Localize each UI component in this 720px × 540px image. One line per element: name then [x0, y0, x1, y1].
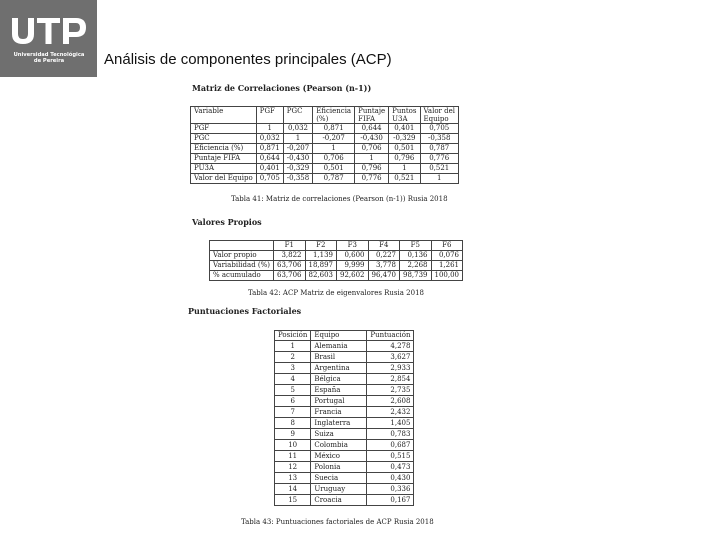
table-cell: 100,00 — [431, 271, 463, 281]
table-cell: 1 — [256, 124, 283, 134]
team-cell: Brasil — [311, 352, 367, 363]
score-cell: 3,627 — [367, 352, 414, 363]
table-cell: -0,358 — [420, 134, 458, 144]
table-cell: 0,644 — [355, 124, 389, 134]
score-cell: 0,783 — [367, 429, 414, 440]
team-cell: Alemania — [311, 341, 367, 352]
table-row — [191, 124, 459, 134]
table-row — [275, 418, 414, 429]
score-cell: 2,432 — [367, 407, 414, 418]
correlation-header-row — [191, 107, 459, 124]
table-cell: -0,430 — [355, 134, 389, 144]
table-row — [275, 363, 414, 374]
table-row — [275, 440, 414, 451]
table-cell: 0,871 — [313, 124, 355, 134]
table-cell: 1,139 — [305, 251, 337, 261]
scores-header-cell: Equipo — [311, 331, 367, 341]
table-row — [275, 473, 414, 484]
team-cell: Bélgica — [311, 374, 367, 385]
table-cell: 0,501 — [313, 164, 355, 174]
row-label: % acumulado — [210, 271, 274, 281]
row-label: Valor propio — [210, 251, 274, 261]
table-cell: 1,261 — [431, 261, 463, 271]
eigen-body — [210, 251, 463, 281]
table-cell: -0,207 — [313, 134, 355, 144]
table-cell: 82,603 — [305, 271, 337, 281]
team-cell: Suiza — [311, 429, 367, 440]
eigen-header-cell: F2 — [305, 241, 337, 251]
table-cell: 1 — [355, 154, 389, 164]
table-row — [275, 429, 414, 440]
position-cell: 11 — [275, 451, 311, 462]
table-row — [191, 134, 459, 144]
table-row — [275, 352, 414, 363]
table-cell: 0,787 — [313, 174, 355, 184]
correlation-header-line: Valor del — [423, 107, 455, 115]
eigen-header-cell: F5 — [400, 241, 432, 251]
row-label: PGF — [191, 124, 257, 134]
row-label: Eficiencia (%) — [191, 144, 257, 154]
table-row — [275, 407, 414, 418]
score-cell: 2,608 — [367, 396, 414, 407]
team-cell: Colombia — [311, 440, 367, 451]
score-cell: 0,167 — [367, 495, 414, 506]
table-cell: -0,207 — [283, 144, 312, 154]
table-row — [275, 462, 414, 473]
utp-logo-mark — [10, 14, 88, 48]
position-cell: 14 — [275, 484, 311, 495]
logo-subtitle — [6, 52, 92, 64]
table-row — [275, 385, 414, 396]
score-cell: 0,515 — [367, 451, 414, 462]
utp-logo — [0, 0, 97, 77]
table-cell: 0,521 — [420, 164, 458, 174]
table-cell: 1 — [313, 144, 355, 154]
team-cell: Francia — [311, 407, 367, 418]
table-row — [191, 164, 459, 174]
position-cell: 9 — [275, 429, 311, 440]
score-cell: 0,336 — [367, 484, 414, 495]
score-cell: 4,278 — [367, 341, 414, 352]
correlation-header-line: FIFA — [358, 115, 376, 123]
position-cell: 5 — [275, 385, 311, 396]
table-cell: 0,705 — [420, 124, 458, 134]
team-cell: España — [311, 385, 367, 396]
table-cell: 0,705 — [256, 174, 283, 184]
eigen-header-cell: F4 — [368, 241, 400, 251]
table-cell: 0,076 — [431, 251, 463, 261]
table-cell: 0,032 — [283, 124, 312, 134]
table-cell: 92,602 — [337, 271, 369, 281]
correlation-header-line: Equipo — [423, 115, 449, 123]
table-cell: 3,778 — [368, 261, 400, 271]
eigen-header-cell: F6 — [431, 241, 463, 251]
score-cell: 1,405 — [367, 418, 414, 429]
table-cell: 2,268 — [400, 261, 432, 271]
factor-scores-table — [274, 330, 414, 506]
correlation-header-line: PGF — [259, 107, 275, 115]
team-cell: Inglaterra — [311, 418, 367, 429]
correlation-header-line: U3A — [392, 115, 408, 123]
position-cell: 15 — [275, 495, 311, 506]
table-cell: 0,644 — [256, 154, 283, 164]
table-cell: 0,501 — [389, 144, 420, 154]
table-row — [275, 495, 414, 506]
position-cell: 13 — [275, 473, 311, 484]
correlation-header-cell — [256, 107, 283, 124]
eigen-header-cell: F3 — [337, 241, 369, 251]
correlation-header-line: PGC — [286, 107, 303, 115]
table-cell: 0,401 — [389, 124, 420, 134]
score-cell: 0,687 — [367, 440, 414, 451]
eigen-header-row — [210, 241, 463, 251]
table-cell: 0,521 — [389, 174, 420, 184]
position-cell: 10 — [275, 440, 311, 451]
team-cell: Portugal — [311, 396, 367, 407]
table-cell: 9,999 — [337, 261, 369, 271]
table-row — [191, 144, 459, 154]
correlation-header-line: Eficiencia — [316, 107, 352, 115]
scores-body — [275, 341, 414, 506]
correlation-matrix-table — [190, 106, 459, 184]
table-row — [210, 261, 463, 271]
table-row — [275, 396, 414, 407]
table-cell: 1 — [420, 174, 458, 184]
table-row — [275, 341, 414, 352]
slide-title: Análisis de componentes principales (ACP) — [104, 51, 392, 68]
score-cell: 2,735 — [367, 385, 414, 396]
position-cell: 8 — [275, 418, 311, 429]
table-cell: 0,401 — [256, 164, 283, 174]
row-label: PU3A — [191, 164, 257, 174]
team-cell: México — [311, 451, 367, 462]
table-cell: 3,822 — [274, 251, 306, 261]
table-cell: 1 — [283, 134, 312, 144]
row-label: Variabilidad (%) — [210, 261, 274, 271]
score-cell: 2,854 — [367, 374, 414, 385]
logo-line-1: Universidad Tecnológica — [13, 52, 85, 58]
team-cell: Croacia — [311, 495, 367, 506]
table-row — [275, 451, 414, 462]
position-cell: 12 — [275, 462, 311, 473]
scores-header-row — [275, 331, 414, 341]
table-cell: -0,329 — [283, 164, 312, 174]
position-cell: 1 — [275, 341, 311, 352]
table-cell: 0,706 — [355, 144, 389, 154]
table-cell: 1 — [389, 164, 420, 174]
correlation-header-line: (%) — [316, 115, 329, 123]
team-cell: Polonia — [311, 462, 367, 473]
eigenvalues-table — [209, 240, 463, 281]
table-row — [210, 251, 463, 261]
correlation-header-cell — [389, 107, 420, 124]
correlation-header-cell — [191, 107, 257, 124]
table-cell: 0,600 — [337, 251, 369, 261]
correlations-title: Matriz de Correlaciones (Pearson (n-1)) — [192, 83, 372, 93]
eigen-header-cell — [210, 241, 274, 251]
scores-header-cell: Posición — [275, 331, 311, 341]
position-cell: 7 — [275, 407, 311, 418]
position-cell: 2 — [275, 352, 311, 363]
team-cell: Suecia — [311, 473, 367, 484]
table-cell: -0,430 — [283, 154, 312, 164]
table-row — [210, 271, 463, 281]
correlation-header-line: Puntaje — [358, 107, 386, 115]
logo-line-2: de Pereira — [33, 58, 65, 64]
table-cell: 0,136 — [400, 251, 432, 261]
table-cell: 0,776 — [420, 154, 458, 164]
score-cell: 0,430 — [367, 473, 414, 484]
table-cell: 0,796 — [355, 164, 389, 174]
correlations-caption: Tabla 41: Matriz de correlaciones (Pearson (n-1)) Rusia 2018 — [231, 195, 448, 203]
correlation-body — [191, 124, 459, 184]
table-cell: 96,470 — [368, 271, 400, 281]
correlation-header-line: Variable — [194, 107, 224, 115]
table-cell: 0,776 — [355, 174, 389, 184]
row-label: Puntaje FIFA — [191, 154, 257, 164]
table-row — [275, 374, 414, 385]
table-cell: 0,032 — [256, 134, 283, 144]
score-cell: 2,933 — [367, 363, 414, 374]
table-cell: 0,871 — [256, 144, 283, 154]
row-label: PGC — [191, 134, 257, 144]
correlation-header-cell — [313, 107, 355, 124]
team-cell: Uruguay — [311, 484, 367, 495]
score-cell: 0,473 — [367, 462, 414, 473]
position-cell: 3 — [275, 363, 311, 374]
team-cell: Argentina — [311, 363, 367, 374]
eigen-header-cell: F1 — [274, 241, 306, 251]
scores-title: Puntuaciones Factoriales — [188, 306, 302, 316]
table-cell: 0,787 — [420, 144, 458, 154]
table-row — [191, 154, 459, 164]
correlation-header-cell — [283, 107, 312, 124]
position-cell: 4 — [275, 374, 311, 385]
table-row — [275, 484, 414, 495]
table-cell: -0,329 — [389, 134, 420, 144]
table-cell: 98,739 — [400, 271, 432, 281]
correlation-header-cell — [355, 107, 389, 124]
table-cell: 63,706 — [274, 261, 306, 271]
table-cell: 0,227 — [368, 251, 400, 261]
table-cell: 0,796 — [389, 154, 420, 164]
correlation-header-line: Puntos — [392, 107, 417, 115]
eigen-caption: Tabla 42: ACP Matriz de eigenvalores Rusia 2018 — [248, 289, 424, 297]
scores-header-cell: Puntuación — [367, 331, 414, 341]
row-label: Valor del Equipo — [191, 174, 257, 184]
correlation-header-cell — [420, 107, 458, 124]
table-cell: 18,897 — [305, 261, 337, 271]
scores-caption: Tabla 43: Puntuaciones factoriales de ACP Rusia 2018 — [241, 518, 434, 526]
table-row — [191, 174, 459, 184]
position-cell: 6 — [275, 396, 311, 407]
table-cell: -0,358 — [283, 174, 312, 184]
table-cell: 0,706 — [313, 154, 355, 164]
eigen-title: Valores Propios — [192, 217, 262, 227]
table-cell: 63,706 — [274, 271, 306, 281]
